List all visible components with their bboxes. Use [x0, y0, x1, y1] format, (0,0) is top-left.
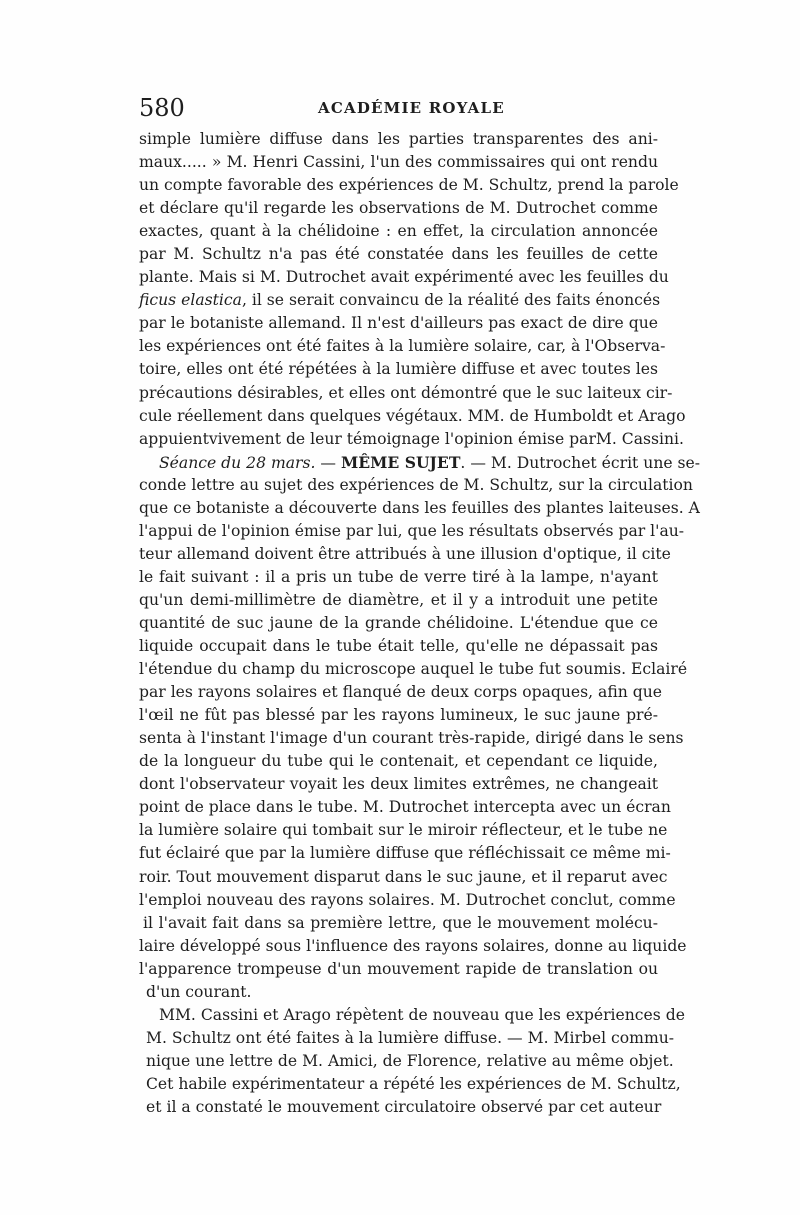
- text-line: que ce botaniste a découverte dans les feuilles des plantes laiteuses. A: [139, 498, 700, 517]
- text-line: simple lumière diffuse dans les parties transparentes des ani-: [139, 130, 658, 148]
- text-line: l'étendue du champ du microscope auquel le tube fut soumis. Eclairé: [139, 660, 688, 679]
- text-line: quantité de suc jaune de la grande chélidoine. L'étendue que ce: [139, 613, 658, 632]
- text-line: Cet habile expérimentateur a répété les expériences de M. Schultz,: [146, 1074, 681, 1093]
- text-line: qu'un demi-millimètre de diamètre, et il y a introduit une petite: [139, 590, 658, 609]
- text-line: l'apparence trompeuse d'un mouvement rapide de translation ou: [139, 959, 658, 978]
- text-line: d'un courant.: [146, 982, 252, 1001]
- text-line: laire développé sous l'influence des rayons solaires, donne au liquide: [139, 936, 687, 955]
- page-number: 580: [139, 94, 185, 122]
- text-line: par les rayons solaires et flanqué de deux corps opaques, afin que: [139, 683, 662, 702]
- text-line: liquide occupait dans le tube était telle, qu'elle ne dépassait pas: [139, 637, 658, 656]
- body-text: [139, 128, 701, 1119]
- text-line: exactes, quant à la chélidoine : en effet, la circulation annoncée: [139, 222, 658, 241]
- text-line: toire, elles ont été répétées à la lumière diffuse et avec toutes les: [139, 360, 658, 379]
- text-line: les expériences ont été faites à la lumière solaire, car, à l'Observa-: [139, 337, 666, 356]
- italic-term: ficus elastica: [139, 291, 242, 310]
- text-run: , il se serait convaincu de la réalité des faits énoncés: [241, 291, 661, 310]
- text-line: il l'avait fait dans sa première lettre, que le mouvement molécu-: [143, 913, 658, 932]
- text-line: la lumière solaire qui tombait sur le miroir réflecteur, et le tube ne: [139, 821, 668, 840]
- text-line: par le botaniste allemand. Il n'est d'ailleurs pas exact de dire que: [139, 314, 658, 333]
- text-line: teur allemand doivent être attribués à une illusion d'optique, il cite: [139, 544, 671, 563]
- text-line: maux..... » M. Henri Cassini, l'un des commissaires qui ont rendu: [139, 153, 658, 172]
- text-line: par M. Schultz n'a pas été constatée dans les feuilles de cette: [139, 245, 658, 264]
- text-line: senta à l'instant l'image d'un courant très-rapide, dirigé dans le sens: [139, 729, 684, 748]
- text-line: et il a constaté le mouvement circulatoire observé par cet auteur: [146, 1097, 662, 1116]
- section-subject: MÊME SUJET: [340, 452, 461, 472]
- text-line: roir. Tout mouvement disparut dans le suc jaune, et il reparut avec: [139, 867, 668, 886]
- text-line: un compte favorable des expériences de M. Schultz, prend la parole: [139, 176, 679, 195]
- session-date: Séance du 28 mars.: [159, 453, 316, 472]
- text-line: nique une lettre de M. Amici, de Florence, relative au même objet.: [146, 1051, 674, 1070]
- text-line: [139, 451, 701, 474]
- text-run: —: [315, 453, 341, 472]
- text-line: M. Schultz ont été faites à la lumière diffuse. — M. Mirbel commu-: [146, 1028, 675, 1047]
- text-line: plante. Mais si M. Dutrochet avait expérimenté avec les feuilles du: [139, 268, 669, 287]
- text-line: et déclare qu'il regarde les observations de M. Dutrochet comme: [139, 199, 658, 218]
- text-line: le fait suivant : il a pris un tube de verre tiré à la lampe, n'ayant: [139, 567, 658, 586]
- text-line: cule réellement dans quelques végétaux. MM. de Humboldt et Arago: [139, 406, 686, 425]
- text-line: conde lettre au sujet des expériences de M. Schultz, sur la circulation: [139, 475, 693, 494]
- text-line: MM. Cassini et Arago répètent de nouveau que les expériences de: [159, 1005, 685, 1024]
- text-line: de la longueur du tube qui le contenait, et cependant ce liquide,: [139, 752, 658, 771]
- text-line: l'emploi nouveau des rayons solaires. M. Dutrochet conclut, comme: [139, 890, 676, 909]
- text-line: point de place dans le tube. M. Dutrochet intercepta avec un écran: [139, 798, 671, 817]
- text-line: dont l'observateur voyait les deux limites extrêmes, ne changeait: [139, 775, 658, 794]
- text-run: . — M. Dutrochet écrit une se-: [460, 453, 701, 472]
- running-head: ACADÉMIE ROYALE: [318, 99, 505, 117]
- text-line: l'appui de l'opinion émise par lui, que les résultats observés par l'au-: [139, 521, 685, 540]
- text-line: fut éclairé que par la lumière diffuse que réfléchissait ce même mi-: [139, 844, 671, 863]
- text-line: précautions désirables, et elles ont démontré que le suc laiteux cir-: [139, 383, 673, 402]
- text-line: appuientvivement de leur témoignage l'opinion émise parM. Cassini.: [139, 429, 684, 448]
- text-line: l'œil ne fût pas blessé par les rayons lumineux, le suc jaune pré-: [139, 706, 658, 725]
- text-line: [139, 289, 661, 312]
